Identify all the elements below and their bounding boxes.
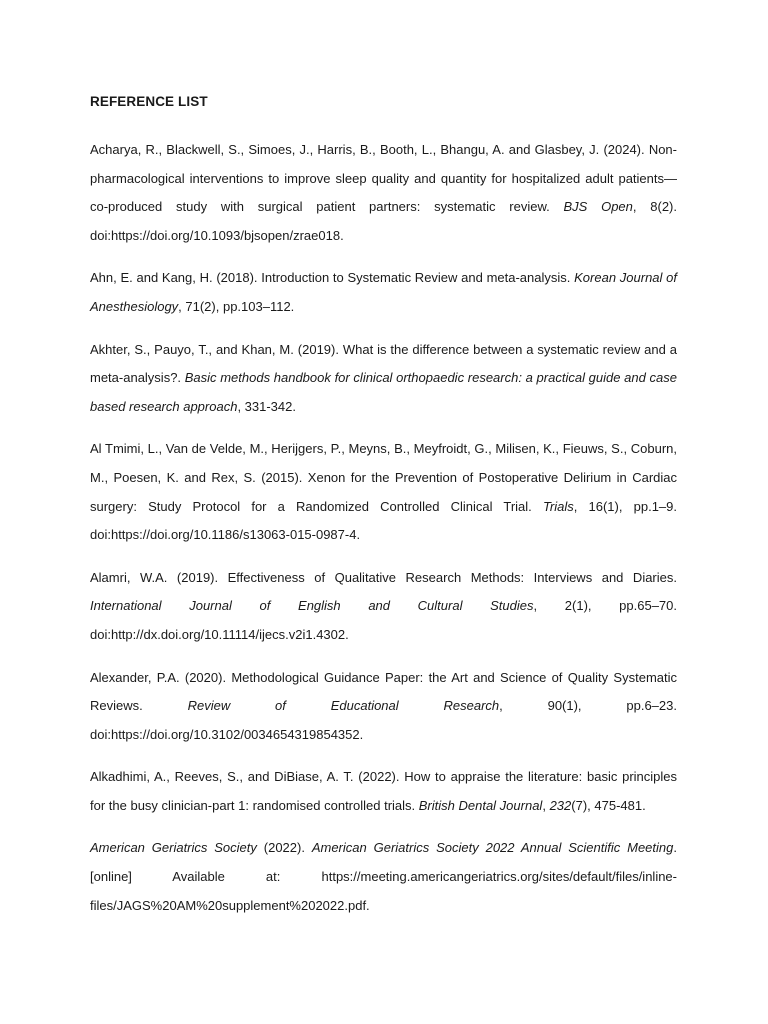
reference-entry-alkadhimi: Alkadhimi, A., Reeves, S., and DiBiase, A. T. (2022). How to appraise the literature: basic principles for the busy clinician-part 1: randomised controlled trials. British Dental Journal, 232(7), 475-481. [90,769,677,813]
reference-entry-al-tmimi: Al Tmimi, L., Van de Velde, M., Herijgers, P., Meyns, B., Meyfroidt, G., Milisen, K., Fieuws, S., Coburn, M., Poesen, K. and Rex, S. (2015). Xenon for the Prevention of Postoperative Delirium in Cardiac surgery: Study Protocol for a Randomized Controlled Clinical Trial. Trials, 16(1), pp.1–9. doi:https://doi.org/10.1186/s13063-015-0987-4. [90,441,677,543]
page-title: REFERENCE LIST [90,94,208,109]
reference-entry-akhter: Akhter, S., Pauyo, T., and Khan, M. (2019). What is the difference between a systematic review and a meta-analysis?. Basic methods handbook for clinical orthopaedic research: a practical guide and case based research approach, 331-342. [90,341,677,414]
reference-entry-american-geriatrics-society: American Geriatrics Society (2022). American Geriatrics Society 2022 Annual Scientific Meeting. [online] Available at: https://meeting.americangeriatrics.org/sites/default/files/inline-files/JAGS%20AM%20supplement%202022.pdf. [90,840,677,913]
reference-entry-ahn: Ahn, E. and Kang, H. (2018). Introduction to Systematic Review and meta-analysis. Korean Journal of Anesthesiology, 71(2), pp.103–112. [90,270,677,314]
reference-entry-acharya: Acharya, R., Blackwell, S., Simoes, J., Harris, B., Booth, L., Bhangu, A. and Glasbey, J. (2024). Non-pharmacological interventions to improve sleep quality and quantity for hospitalized adult patients—co-produced study with surgical patient partners: systematic review. BJS Open, 8(2). doi:https://doi.org/10.1093/bjsopen/zrae018. [90,142,677,243]
reference-entry-alexander: Alexander, P.A. (2020). Methodological Guidance Paper: the Art and Science of Quality Systematic Reviews. Review of Educational Research, 90(1), pp.6–23. doi:https://doi.org/10.3102/0034654319854352. [90,669,677,742]
reference-list [90,88,677,920]
reference-entry-alamri: Alamri, W.A. (2019). Effectiveness of Qualitative Research Methods: Interviews and Diaries. International Journal of English and Cultural Studies, 2(1), pp.65–70. doi:http://dx.doi.org/10.11114/ijecs.v2i1.4302. [90,569,678,642]
